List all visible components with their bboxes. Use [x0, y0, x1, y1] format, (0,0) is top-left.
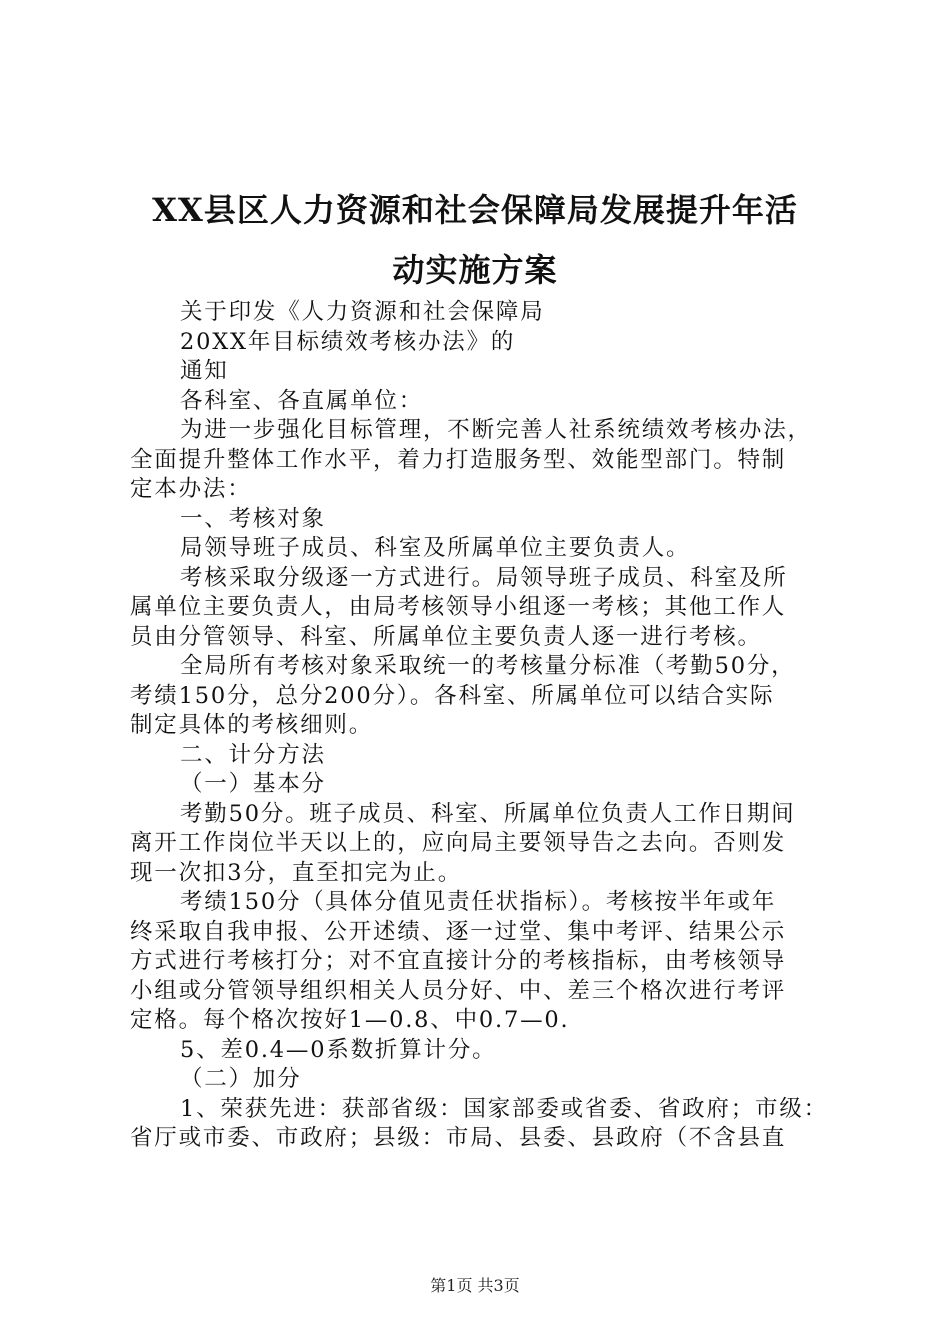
- body-line: 考绩150分，总分200分）。各科室、所属单位可以结合实际: [130, 682, 775, 709]
- body-line: 考核采取分级逐一方式进行。局领导班子成员、科室及所: [180, 564, 788, 591]
- document-body: [130, 298, 830, 1154]
- body-line: 终采取自我申报、公开述绩、逐一过堂、集中考评、结果公示: [130, 918, 787, 945]
- subsection-heading: （二）加分: [180, 1066, 302, 1092]
- body-line: 为进一步强化目标管理，不断完善人社系统绩效考核办法，: [180, 417, 812, 443]
- body-line: 5、差0.4—0系数折算计分。: [180, 1036, 497, 1063]
- section-heading: 二、计分方法: [180, 741, 326, 768]
- body-line: 现一次扣3分，直至扣完为止。: [130, 859, 463, 886]
- body-line: 局领导班子成员、科室及所属单位主要负责人。: [180, 535, 691, 561]
- body-line: 小组或分管领导组织相关人员分好、中、差三个格次进行考评: [130, 977, 787, 1004]
- body-line: 定本办法：: [130, 476, 252, 502]
- body-line: 定格。每个格次按好1—0.8、中0.7—0.: [130, 1007, 570, 1033]
- body-line: 通知: [180, 358, 229, 384]
- body-line: 全面提升整体工作水平，着力打造服务型、效能型部门。特制: [130, 446, 787, 473]
- body-line: 考勤50分。班子成员、科室、所属单位负责人工作日期间: [180, 800, 796, 827]
- body-line: 1、荣获先进：获部省级：国家部委或省委、省政府；市级：: [180, 1095, 828, 1122]
- body-line: 考绩150分（具体分值见责任状指标）。考核按半年或年: [180, 889, 776, 915]
- section-heading: 一、考核对象: [180, 505, 326, 532]
- page-footer: 第1页 共3页: [430, 1276, 520, 1295]
- body-line: 属单位主要负责人，由局考核领导小组逐一考核；其他工作人: [130, 594, 787, 620]
- body-line: 20XX年目标绩效考核办法》的: [180, 328, 516, 355]
- document-title-line-2: 动实施方案: [392, 251, 558, 289]
- body-line: 全局所有考核对象采取统一的考核量分标准（考勤50分，: [180, 653, 796, 679]
- body-line: 员由分管领导、科室、所属单位主要负责人逐一进行考核。: [130, 623, 762, 650]
- body-line: 省厅或市委、市政府；县级：市局、县委、县政府（不含县直: [130, 1125, 787, 1151]
- body-line: 方式进行考核打分；对不宜直接计分的考核指标，由考核领导: [130, 948, 787, 974]
- body-line: 各科室、各直属单位：: [180, 387, 424, 414]
- subsection-heading: （一）基本分: [180, 771, 326, 797]
- body-line: 关于印发《人力资源和社会保障局: [180, 299, 545, 325]
- body-line: 离开工作岗位半天以上的，应向局主要领导告之去向。否则发: [130, 830, 787, 856]
- document-title-line-1: XX县区人力资源和社会保障局发展提升年活: [152, 191, 798, 229]
- body-line: 制定具体的考核细则。: [130, 712, 374, 738]
